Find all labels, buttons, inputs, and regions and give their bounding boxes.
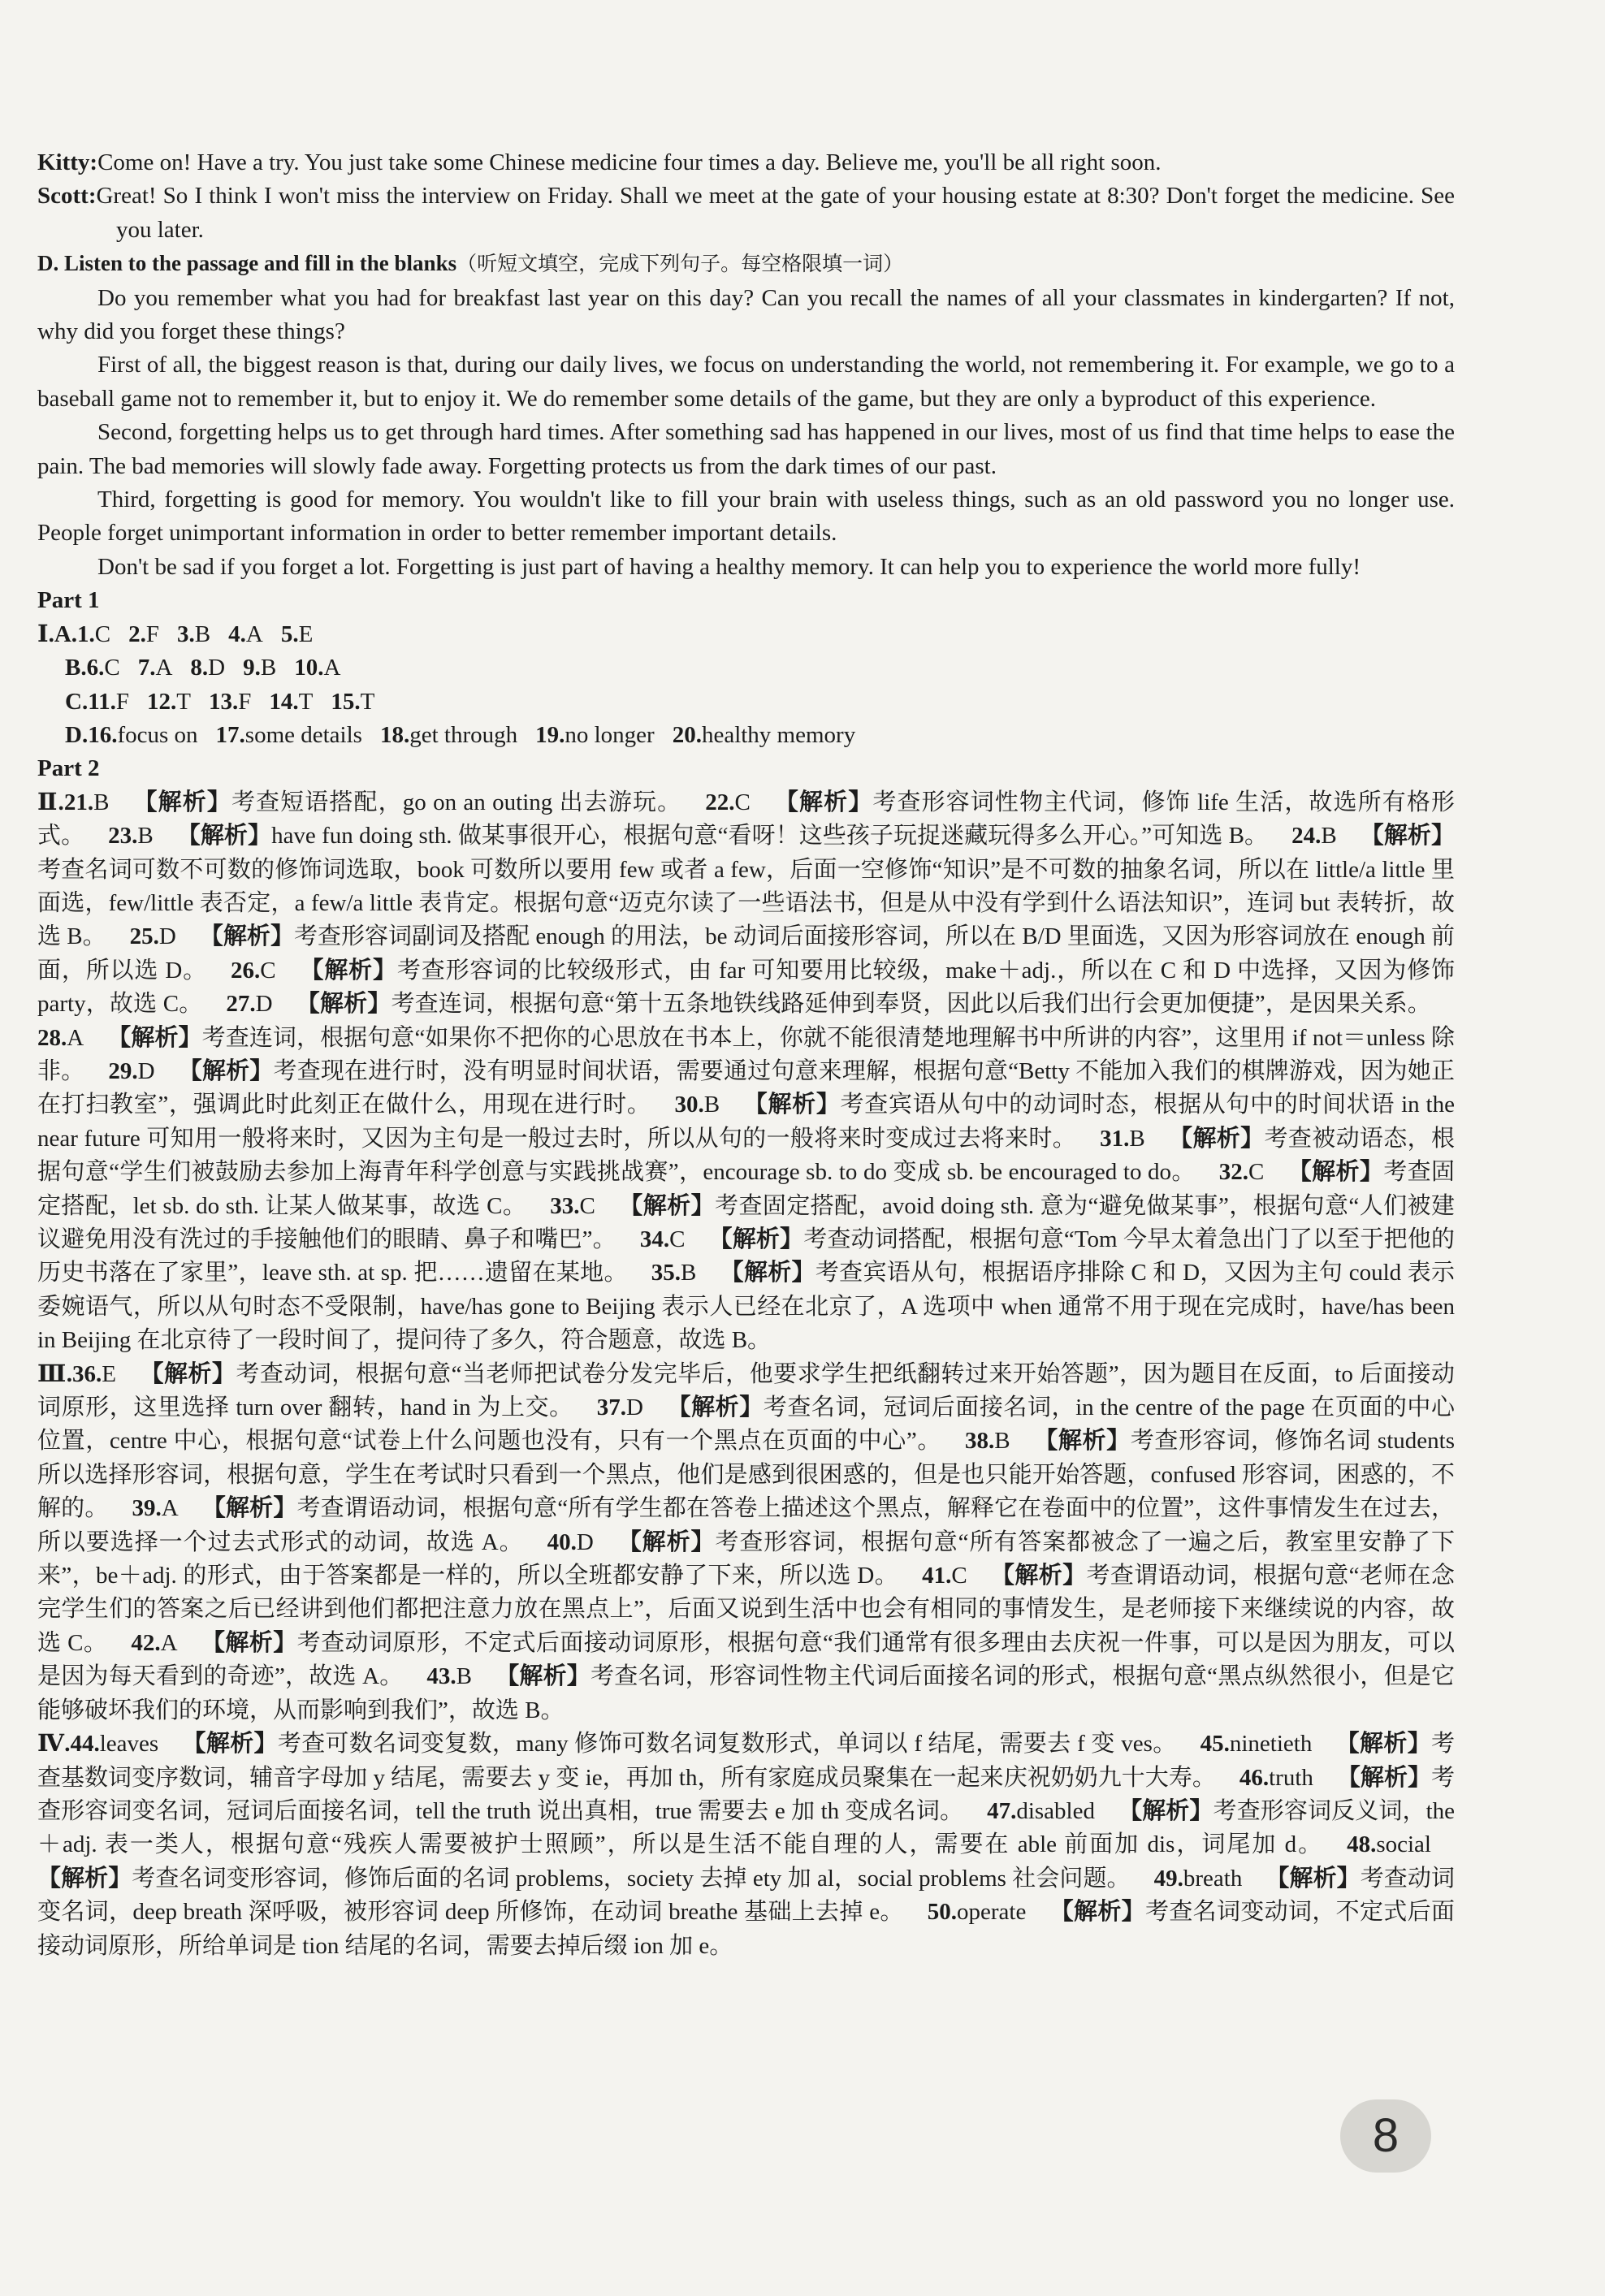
- spacer: [685, 1226, 708, 1252]
- question-number: 24.: [1291, 823, 1322, 850]
- analysis-text: 考查被动语态，根据句意“学生们被鼓励去参加上海青年科学创意与实践挑战赛”，encourage sb. to do 变成 sb. be encouraged to do。: [37, 1125, 1455, 1186]
- spacer: [1216, 1765, 1239, 1791]
- question-number: 29.: [108, 1057, 138, 1084]
- answer-value: C: [951, 1563, 967, 1589]
- question-number: 26.: [231, 957, 261, 984]
- passage: [37, 282, 1455, 585]
- analysis-text: 考查形容词，根据句意“所有答案都被念了一遍之后，教室里安静了下来”，be＋adj. 的形式，由于答案都是一样的，所以全班都安静了下来，所以选 D。: [37, 1529, 1455, 1589]
- question-number: 6.: [86, 655, 105, 681]
- explanation-section: [37, 1358, 1455, 1727]
- answer-value: B: [194, 620, 211, 647]
- analysis-text: 考查可数名词变复数，many 修饰可数名词复数形式，单词以 f 结尾，需要去 f 变 ves。: [277, 1731, 1177, 1758]
- dialogue-text: Come on! Have a try. You just take some Chinese medicine four times a day. Believe me, you'll be all right soon.: [97, 149, 1162, 175]
- question-number: 45.: [1200, 1731, 1230, 1758]
- analysis-text: 考查连词，根据句意“第十五条地铁线路延伸到奉贤，因此以后我们出行会更加便捷”，是因果关系。: [391, 991, 1431, 1018]
- analysis-tag: 【解析】: [720, 1260, 815, 1286]
- answer-value: T: [298, 688, 314, 715]
- explanation-entry: [64, 789, 705, 815]
- spacer: [178, 1630, 201, 1656]
- question-number: 42.: [131, 1629, 161, 1656]
- analysis-text: 考查形容词反义词，the＋adj. 表一类人，根据句意“残疾人需要被护士照顾”，所以是生活不能自理的人，需要在 able 前面加 dis，词尾加 d。: [37, 1797, 1455, 1858]
- spacer: [176, 923, 200, 949]
- analysis-tag: 【解析】: [1265, 1865, 1361, 1892]
- spacer: [106, 923, 130, 949]
- answer-value: B: [1321, 823, 1337, 850]
- spacer: [595, 1193, 619, 1219]
- answer-value: T: [176, 688, 191, 715]
- roman-numeral: Ⅳ.: [37, 1731, 71, 1758]
- analysis-tag: 【解析】: [140, 1360, 236, 1387]
- explanation-entry: [71, 1731, 1201, 1757]
- analysis-tag: 【解析】: [1049, 1899, 1146, 1926]
- row-label: A.: [54, 620, 78, 647]
- question-number: 4.: [228, 620, 246, 647]
- dialogue-line: [37, 146, 1455, 179]
- question-number: 1.: [77, 620, 95, 647]
- spacer: [524, 1529, 547, 1555]
- answer-value: D: [255, 991, 273, 1018]
- answer-row: [37, 719, 1455, 752]
- question-number: 18.: [379, 721, 410, 748]
- question-number: 50.: [927, 1899, 958, 1926]
- analysis-text: 考查动词搭配，根据句意“Tom 今早太着急出门了以至于把他的历史书落在了家里”，leave sth. at sp. 把……遗留在某地。: [37, 1226, 1456, 1286]
- passage-paragraph: First of all, the biggest reason is that, during our daily lives, we focus on understanding the world, not remembering it. For example, we go to a baseball game not to remember it, but to enjoy it. We do remember some details of the game, but they are only a byproduct of this experience.: [37, 352, 1455, 412]
- analysis-tag: 【解析】: [666, 1394, 764, 1421]
- analysis-text: 考查名词，冠词后面接名词，in the centre of the page 在页面的中心位置，centre 中心，根据句意“试卷上什么问题也没有，只有一个黑点在页面的中心”。: [37, 1394, 1455, 1455]
- analysis-tag: 【解析】: [201, 1629, 297, 1656]
- question-number: 14.: [269, 688, 299, 715]
- question-number: 47.: [987, 1797, 1017, 1824]
- answer-value: C: [104, 655, 120, 681]
- spacer: [941, 1428, 965, 1454]
- answer-value: leaves: [99, 1731, 159, 1758]
- spacer: [84, 823, 108, 849]
- question-number: 25.: [129, 923, 159, 950]
- question-number: 13.: [208, 688, 239, 715]
- section-d-title: D. Listen to the passage and fill in the blanks: [37, 251, 457, 276]
- spacer: [84, 1025, 107, 1051]
- answer-value: C: [94, 620, 111, 647]
- analysis-tag: 【解析】: [182, 1731, 278, 1758]
- answer-value: A: [160, 1629, 178, 1656]
- analysis-text: 考查固定搭配，avoid doing sth. 意为“避免做某事”，根据句意“人们被建议避免用没有洗过的手接触他们的眼睛、鼻子和嘴巴”。: [37, 1192, 1455, 1252]
- spacer: [403, 1663, 426, 1689]
- question-number: 5.: [280, 620, 299, 647]
- answer-value: focus on: [117, 721, 198, 748]
- spacer: [202, 991, 226, 1017]
- analysis-text: 考查短语搭配，go on an outing 出去游玩。: [231, 789, 682, 815]
- analysis-text: 考查形容词的比较级形式，由 far 可知要用比较级，make＋adj.，所以在 C 和 D 中选择，又因为修饰 party，故选 C。: [37, 957, 1455, 1018]
- analysis-tag: 【解析】: [176, 823, 272, 850]
- analysis-tag: 【解析】: [37, 1865, 132, 1892]
- passage-paragraph: Third, forgetting is good for memory. You wouldn't like to fill your brain with useless things, such as an old password you no longer use. People forget unimportant information in order to better remember important details.: [37, 486, 1455, 547]
- analysis-tag: 【解析】: [495, 1663, 591, 1690]
- question-number: 27.: [226, 991, 256, 1018]
- speaker: Kitty:: [37, 149, 98, 175]
- question-number: 48.: [1347, 1831, 1377, 1858]
- passage-paragraph: Second, forgetting helps us to get through hard times. After something sad has happened in our lives, most of us find that time helps to ease the pain. The bad memories will slowly fade away. Forgetting protects us from the dark times of our past.: [37, 419, 1455, 479]
- answer-value: A: [67, 1024, 84, 1051]
- answer-value: C: [579, 1192, 595, 1219]
- roman-numeral: Ⅱ.: [37, 789, 64, 815]
- spacer: [116, 1361, 140, 1387]
- analysis-text: 考查连词，根据句意“如果你不把你的心思放在书本上，你就不能很清楚地理解书中所讲的内容”，这里用 if not＝unless 除非。: [37, 1024, 1455, 1084]
- question-number: 19.: [535, 721, 565, 748]
- analysis-tag: 【解析】: [1360, 823, 1455, 850]
- analysis-tag: 【解析】: [1118, 1797, 1213, 1824]
- answer-value: B: [1129, 1125, 1145, 1152]
- spacer: [681, 789, 705, 815]
- analysis-text: 考查谓语动词，根据句意“所有学生都在答卷上描述这个黑点，解释它在卷面中的位置”，这件事情发生在过去，所以要选择一个过去式形式的动词，故选 A。: [37, 1495, 1455, 1555]
- explanation-section: [37, 786, 1455, 1358]
- analysis-tag: 【解析】: [616, 1529, 716, 1555]
- spacer: [1431, 991, 1455, 1017]
- answer-row: [37, 685, 1455, 719]
- question-number: 30.: [674, 1092, 704, 1118]
- spacer: [1312, 1731, 1335, 1757]
- analysis-text: 考查形容词变名词，冠词后面接名词，tell the truth 说出真相，true 需要去 e 加 th 变成名词。: [37, 1764, 1455, 1824]
- question-number: 43.: [426, 1663, 456, 1690]
- explanation-section: [37, 1727, 1455, 1963]
- analysis-tag: 【解析】: [1336, 1764, 1431, 1791]
- analysis-tag: 【解析】: [743, 1092, 841, 1118]
- analysis-tag: 【解析】: [1287, 1159, 1384, 1186]
- answer-row: [37, 651, 1455, 685]
- analysis-tag: 【解析】: [296, 991, 392, 1018]
- analysis-text: 考查形容词，修饰名词 students 所以选择形容词，根据句意，学生在考试时只看到一个黑点，他们是感到很困惑的，但是也只能开始答题，confused 形容词，困惑的，不解的。: [37, 1428, 1455, 1522]
- spacer: [207, 958, 231, 984]
- spacer: [1242, 1866, 1265, 1892]
- analysis-tag: 【解析】: [201, 1495, 297, 1522]
- spacer: [273, 991, 296, 1017]
- analysis-text: 考查名词变动词，不定式后面接动词原形，所给单词是 tion 结尾的名词，需要去掉后缀 ion 加 e。: [37, 1899, 1455, 1959]
- answer-value: C: [734, 789, 751, 815]
- spacer: [573, 1394, 597, 1420]
- analysis-tag: 【解析】: [618, 1192, 716, 1219]
- section-d-instruction: （听短文填空，完成下列句子。每空格限填一词）: [456, 253, 904, 276]
- passage-paragraph: Do you remember what you had for breakfast last year on this day? Can you recall the names of all your classmates in kindergarten? If not, why did you forget these things?: [37, 284, 1455, 345]
- question-number: 35.: [651, 1260, 681, 1286]
- question-number: 38.: [965, 1428, 995, 1455]
- question-number: 44.: [70, 1731, 100, 1758]
- question-number: 16.: [88, 721, 118, 748]
- question-number: 36.: [72, 1360, 102, 1387]
- analysis-text: 考查现在进行时，没有明显时间状语，需要通过句意来理解，根据句意“Betty 不能加入我们的棋牌游戏，因为她正在打扫教室”，强调此时此刻正在做什么，用现在进行时。: [37, 1057, 1455, 1118]
- answer-value: ninetieth: [1229, 1731, 1313, 1758]
- section-d-heading: [37, 247, 1455, 281]
- spacer: [594, 1529, 617, 1555]
- question-number: 46.: [1239, 1764, 1270, 1791]
- analysis-tag: 【解析】: [107, 1024, 202, 1051]
- answer-value: B: [260, 655, 277, 681]
- dialogue-text: Great! So I think I won't miss the interview on Friday. Shall we meet at the gate of your housing estate at 8:30? Don't forget the medicine. See you later.: [96, 183, 1455, 243]
- answer-value: social: [1376, 1831, 1431, 1858]
- dialogue-line: [37, 179, 1455, 247]
- explanation-entry: [108, 823, 1291, 849]
- spacer: [526, 1193, 550, 1219]
- answer-value: B: [93, 789, 110, 815]
- part1-title: Part 1: [37, 587, 100, 614]
- answer-value: breath: [1183, 1865, 1243, 1892]
- answer-value: B: [681, 1260, 697, 1286]
- analysis-tag: 【解析】: [990, 1563, 1087, 1589]
- spacer: [696, 1260, 720, 1286]
- row-label: B.: [65, 655, 87, 681]
- answer-value: operate: [957, 1899, 1027, 1926]
- spacer: [1095, 1798, 1118, 1824]
- spacer: [1313, 1765, 1337, 1791]
- answer-value: healthy memory: [701, 721, 856, 748]
- analysis-text: 考查固定搭配，let sb. do sth. 让某人做某事，故选 C。: [37, 1159, 1455, 1219]
- answer-value: A: [155, 655, 173, 681]
- analysis-text: 考查形容词副词及搭配 enough 的用法，be 动词后面接形容词，所以在 B/D 里面选，又因为形容词放在 enough 前面，所以选 D。: [37, 923, 1455, 984]
- analysis-tag: 【解析】: [132, 789, 231, 815]
- answer-value: C: [669, 1226, 686, 1252]
- answer-value: T: [360, 688, 375, 715]
- part1-answers: [37, 618, 1455, 753]
- answer-row: [37, 618, 1455, 651]
- answer-value: E: [102, 1360, 117, 1387]
- spacer: [472, 1663, 495, 1689]
- answer-value: truth: [1269, 1764, 1313, 1791]
- answer-value: A: [245, 620, 263, 647]
- part2-title: Part 2: [37, 755, 100, 782]
- spacer: [1026, 1899, 1049, 1925]
- spacer: [643, 1394, 667, 1420]
- spacer: [109, 789, 132, 815]
- question-number: 39.: [132, 1495, 162, 1522]
- question-number: 22.: [705, 789, 735, 815]
- question-number: 7.: [137, 655, 156, 681]
- answer-value: A: [323, 655, 341, 681]
- spacer: [154, 823, 177, 849]
- spacer: [1337, 823, 1361, 849]
- answer-value: A: [161, 1495, 179, 1522]
- answer-value: D: [576, 1529, 594, 1555]
- question-number: 12.: [147, 688, 177, 715]
- spacer: [1196, 1159, 1219, 1185]
- spacer: [84, 1058, 108, 1084]
- part2-explanations: [37, 786, 1455, 1963]
- analysis-tag: 【解析】: [1335, 1731, 1431, 1758]
- dialogue: [37, 146, 1455, 247]
- analysis-tag: 【解析】: [199, 923, 294, 950]
- spacer: [751, 789, 774, 815]
- analysis-text: 考查形容词性物主代词，修饰 life 生活，故选所有格形式。: [37, 789, 1455, 850]
- spacer: [1145, 1126, 1169, 1152]
- analysis-text: 考查名词变形容词，修饰后面的名词 problems，society 去掉 ety 加 al，social problems 社会问题。: [132, 1865, 1131, 1892]
- analysis-text: 考查动词变名词，deep breath 深呼吸，被形容词 deep 所修饰，在动词 breathe 基础上去掉 e。: [37, 1865, 1455, 1926]
- question-number: 2.: [128, 620, 146, 647]
- answer-value: B: [703, 1092, 720, 1118]
- question-number: 11.: [88, 688, 116, 715]
- spacer: [108, 1495, 132, 1521]
- spacer: [616, 1226, 640, 1252]
- spacer: [651, 1092, 675, 1118]
- spacer: [1431, 1831, 1455, 1857]
- spacer: [963, 1798, 987, 1824]
- question-number: 49.: [1153, 1865, 1183, 1892]
- spacer: [628, 1260, 651, 1286]
- question-number: 17.: [215, 721, 245, 748]
- analysis-text: 考查宾语从句，根据语序排除 C 和 D，又因为主句 could 表示委婉语气，所以从句时态不受限制，have/has gone to Beijing 表示人已经在北京了，A 选项中 when 通常不用于现在完成时，have/has been in Beijing 在北京待了一段时间了，提问待了多久，符合题意，故选 B。: [37, 1260, 1455, 1354]
- roman-numeral: Ⅲ.: [37, 1360, 73, 1387]
- answer-value: D: [137, 1057, 155, 1084]
- answer-value: F: [238, 688, 252, 715]
- answer-value: E: [298, 620, 314, 647]
- question-number: 23.: [108, 823, 138, 850]
- roman-numeral: Ⅰ.: [37, 620, 54, 647]
- analysis-text: 考查宾语从句中的动词时态，根据从句中的时间状语 in the near future 可知用一般将来时，又因为主句是一般过去时，所以从句的一般将来时变成过去将来时。: [37, 1092, 1455, 1152]
- question-number: 32.: [1218, 1159, 1249, 1186]
- question-number: 20.: [672, 721, 702, 748]
- analysis-tag: 【解析】: [708, 1226, 804, 1252]
- answer-value: B: [456, 1663, 473, 1690]
- spacer: [1010, 1428, 1034, 1454]
- analysis-text: 考查名词可数不可数的修饰词选取，book 可数所以要用 few 或者 a few，后面一空修饰“知识”是不可数的抽象名词，所以在 little/a little 里面选，few/little 表否定，a few/a little 表肯定。根据句意“迈克尔读了一些语法书，但是从中没有学到什么语法知识”，连词 but 表转折，故选 B。: [37, 856, 1455, 950]
- question-number: 9.: [243, 655, 261, 681]
- answer-value: D: [158, 923, 176, 950]
- spacer: [1264, 1159, 1287, 1185]
- page-number: 8: [1340, 2099, 1431, 2173]
- answer-value: B: [137, 823, 154, 850]
- answer-value: D: [625, 1394, 643, 1421]
- spacer: [155, 1058, 179, 1084]
- spacer: [1268, 823, 1291, 849]
- analysis-text: 考查基数词变序数词，辅音字母加 y 结尾，需要去 y 变 ie，再加 th，所有家庭成员聚集在一起来庆祝奶奶九十大寿。: [37, 1731, 1455, 1791]
- spacer: [904, 1899, 928, 1925]
- spacer: [967, 1563, 991, 1589]
- spacer: [1323, 1831, 1347, 1857]
- answer-value: F: [145, 620, 160, 647]
- spacer: [276, 958, 300, 984]
- analysis-text: 考查动词原形，不定式后面接动词原形，根据句意“我们通常有很多理由去庆祝一件事，可以是因为朋友，可以是因为每天看到的奇迹”，故选 A。: [37, 1629, 1456, 1690]
- explanation-entry: [226, 991, 1455, 1017]
- question-number: 37.: [596, 1394, 626, 1421]
- analysis-tag: 【解析】: [773, 789, 873, 815]
- question-number: 21.: [63, 789, 94, 815]
- spacer: [898, 1563, 922, 1589]
- spacer: [107, 1630, 131, 1656]
- row-label: D.: [65, 721, 89, 748]
- spacer: [720, 1092, 743, 1118]
- question-number: 34.: [639, 1226, 670, 1252]
- answer-value: C: [1248, 1159, 1265, 1186]
- question-number: 10.: [294, 655, 324, 681]
- answer-value: B: [994, 1428, 1010, 1455]
- spacer: [1177, 1731, 1201, 1757]
- answer-value: F: [115, 688, 129, 715]
- analysis-text: 考查谓语动词，根据句意“老师在念完学生们的答案之后已经讲到他们都把注意力放在黑点上”，后面又说到生活中也会有相同的事情发生，是老师接下来继续说的内容，故选 C。: [37, 1563, 1455, 1656]
- answer-value: get through: [409, 721, 518, 748]
- analysis-tag: 【解析】: [1168, 1125, 1265, 1152]
- analysis-tag: 【解析】: [1033, 1428, 1131, 1455]
- question-number: 40.: [547, 1529, 577, 1555]
- spacer: [1131, 1866, 1154, 1892]
- speaker: Scott:: [37, 183, 97, 210]
- analysis-text: 考查名词，形容词性物主代词后面接名词的形式，根据句意“黑点纵然很小，但是它能够破坏我们的环境，从而影响到我们”，故选 B。: [37, 1663, 1455, 1723]
- question-number: 8.: [190, 655, 209, 681]
- question-number: 33.: [550, 1192, 580, 1219]
- answer-value: some details: [244, 721, 362, 748]
- answer-value: C: [260, 957, 276, 984]
- answer-value: D: [208, 655, 226, 681]
- answer-value: no longer: [565, 721, 655, 748]
- page-content: [37, 146, 1455, 1963]
- spacer: [1076, 1126, 1100, 1152]
- question-number: 31.: [1100, 1125, 1130, 1152]
- question-number: 3.: [177, 620, 195, 647]
- answer-value: disabled: [1016, 1797, 1095, 1824]
- row-label: C.: [65, 688, 89, 715]
- analysis-text: have fun doing sth. 做某事很开心，根据句意“看呀！这些孩子玩捉迷藏玩得多么开心。”可知选 B。: [271, 823, 1269, 850]
- question-number: 41.: [922, 1563, 952, 1589]
- passage-paragraph: Don't be sad if you forget a lot. Forgetting is just part of having a healthy memory. It can help you to experience the world more fully!: [97, 553, 1361, 580]
- spacer: [179, 1495, 202, 1521]
- analysis-text: 考查动词，根据句意“当老师把试卷分发完毕后，他要求学生把纸翻转过来开始答题”，因为题目在反面，to 后面接动词原形，这里选择 turn over 翻转，hand in 为上交。: [37, 1360, 1455, 1421]
- analysis-tag: 【解析】: [178, 1057, 274, 1084]
- analysis-tag: 【解析】: [299, 957, 397, 984]
- spacer: [158, 1731, 182, 1757]
- question-number: 28.: [37, 1024, 67, 1051]
- question-number: 15.: [331, 688, 361, 715]
